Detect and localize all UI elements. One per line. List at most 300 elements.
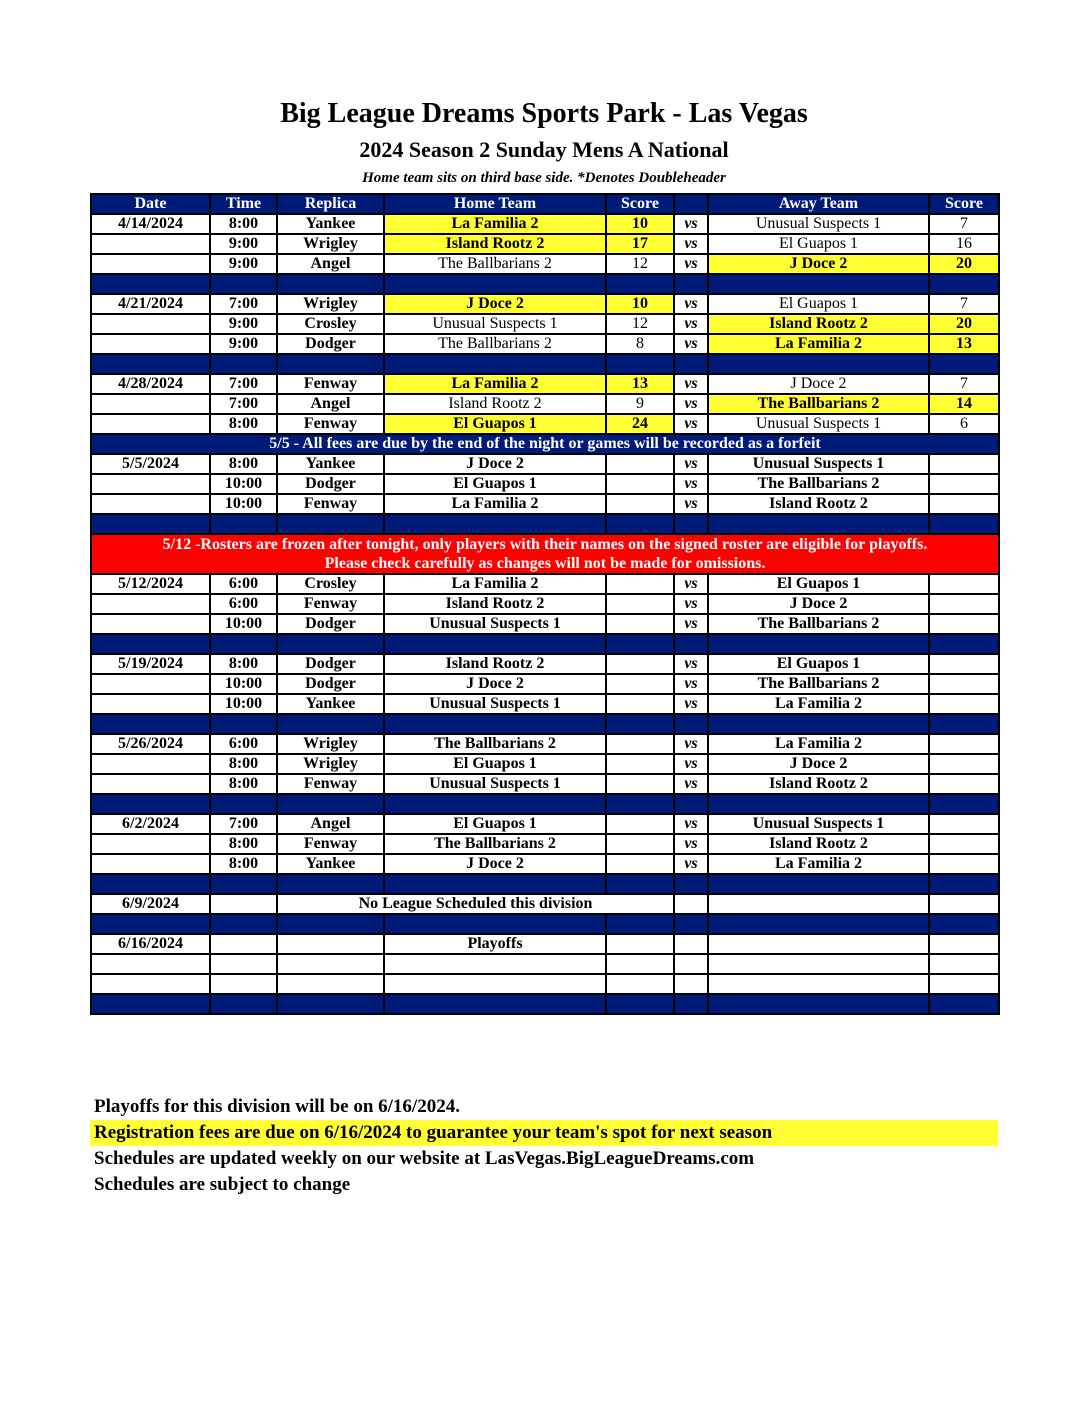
- vs-cell: [674, 894, 708, 914]
- empty-cell: [674, 974, 708, 994]
- separator-cell: [91, 514, 210, 534]
- vs-cell: vs: [674, 614, 708, 634]
- empty-cell: [708, 954, 929, 974]
- home-team-cell: The Ballbarians 2: [384, 734, 606, 754]
- separator-cell: [91, 874, 210, 894]
- date-cell: 5/5/2024: [91, 454, 210, 474]
- field-cell: Fenway: [277, 774, 384, 794]
- time-cell: 9:00: [210, 234, 277, 254]
- time-cell: 8:00: [210, 214, 277, 234]
- empty-cell: [210, 974, 277, 994]
- away-score-cell: [929, 614, 999, 634]
- home-team-cell: J Doce 2: [384, 294, 606, 314]
- home-score-cell: [606, 734, 674, 754]
- away-score-cell: [929, 454, 999, 474]
- away-score-cell: [929, 774, 999, 794]
- away-team-cell: J Doce 2: [708, 254, 929, 274]
- field-cell: Crosley: [277, 314, 384, 334]
- vs-cell: vs: [674, 234, 708, 254]
- separator-cell: [384, 914, 606, 934]
- vs-cell: vs: [674, 454, 708, 474]
- table-row: [91, 414, 999, 434]
- time-cell: 6:00: [210, 594, 277, 614]
- away-score-cell: [929, 574, 999, 594]
- vs-cell: vs: [674, 834, 708, 854]
- time-cell: 9:00: [210, 254, 277, 274]
- change-note: Schedules are subject to change: [94, 1174, 351, 1195]
- empty-cell: [277, 954, 384, 974]
- vs-cell: vs: [674, 294, 708, 314]
- fees-banner-row: [91, 434, 999, 454]
- away-score-cell: [929, 734, 999, 754]
- time-cell: 9:00: [210, 314, 277, 334]
- home-team-cell: La Familia 2: [384, 494, 606, 514]
- home-team-cell: El Guapos 1: [384, 474, 606, 494]
- separator-row: [91, 994, 999, 1014]
- field-cell: Fenway: [277, 494, 384, 514]
- separator-row: [91, 714, 999, 734]
- home-score-cell: 9: [606, 394, 674, 414]
- separator-cell: [606, 794, 674, 814]
- field-cell: Angel: [277, 254, 384, 274]
- date-cell: [91, 674, 210, 694]
- separator-cell: [277, 794, 384, 814]
- table-row: [91, 694, 999, 714]
- separator-cell: [91, 354, 210, 374]
- separator-cell: [277, 714, 384, 734]
- vs-cell: vs: [674, 574, 708, 594]
- away-score-cell: 16: [929, 234, 999, 254]
- away-score-cell: [929, 894, 999, 914]
- column-header: Home Team: [384, 194, 606, 214]
- table-row: [91, 594, 999, 614]
- away-score-cell: [929, 754, 999, 774]
- home-score-cell: 17: [606, 234, 674, 254]
- field-cell: Fenway: [277, 374, 384, 394]
- field-cell: Wrigley: [277, 734, 384, 754]
- table-row: [91, 734, 999, 754]
- separator-cell: [708, 914, 929, 934]
- date-cell: 4/21/2024: [91, 294, 210, 314]
- time-cell: 10:00: [210, 614, 277, 634]
- home-score-cell: [606, 474, 674, 494]
- separator-cell: [384, 994, 606, 1014]
- separator-cell: [277, 274, 384, 294]
- home-team-note: Home team sits on third base side. *Denotes Doubleheader: [362, 170, 726, 186]
- away-team-cell: [708, 894, 929, 914]
- vs-cell: vs: [674, 374, 708, 394]
- time-cell: 10:00: [210, 674, 277, 694]
- column-header: [674, 194, 708, 214]
- home-score-cell: [606, 814, 674, 834]
- table-row: [91, 374, 999, 394]
- empty-cell: [91, 974, 210, 994]
- separator-cell: [606, 634, 674, 654]
- separator-cell: [929, 714, 999, 734]
- empty-row: [91, 974, 999, 994]
- date-cell: [91, 394, 210, 414]
- vs-cell: vs: [674, 674, 708, 694]
- away-team-cell: Island Rootz 2: [708, 314, 929, 334]
- away-team-cell: J Doce 2: [708, 374, 929, 394]
- vs-cell: vs: [674, 314, 708, 334]
- roster-alert-row: [91, 534, 999, 574]
- separator-cell: [384, 514, 606, 534]
- home-team-cell: Island Rootz 2: [384, 234, 606, 254]
- time-cell: 9:00: [210, 334, 277, 354]
- vs-cell: vs: [674, 594, 708, 614]
- home-score-cell: [606, 574, 674, 594]
- home-team-cell: La Familia 2: [384, 574, 606, 594]
- home-team-cell: El Guapos 1: [384, 814, 606, 834]
- away-score-cell: 7: [929, 374, 999, 394]
- time-cell: 6:00: [210, 574, 277, 594]
- separator-cell: [708, 274, 929, 294]
- separator-cell: [708, 354, 929, 374]
- registration-note: Registration fees are due on 6/16/2024 to guarantee your team's spot for next season: [90, 1120, 998, 1146]
- date-cell: [91, 494, 210, 514]
- separator-cell: [674, 354, 708, 374]
- date-cell: [91, 414, 210, 434]
- away-score-cell: [929, 834, 999, 854]
- field-cell: Dodger: [277, 474, 384, 494]
- separator-cell: [606, 514, 674, 534]
- website-note: Schedules are updated weekly on our website at LasVegas.BigLeagueDreams.com: [94, 1148, 755, 1169]
- vs-cell: vs: [674, 654, 708, 674]
- home-team-cell: J Doce 2: [384, 674, 606, 694]
- separator-cell: [210, 354, 277, 374]
- empty-cell: [708, 974, 929, 994]
- separator-cell: [384, 714, 606, 734]
- table-row: [91, 674, 999, 694]
- vs-cell: vs: [674, 754, 708, 774]
- playoffs-cell: Playoffs: [384, 934, 606, 954]
- separator-cell: [708, 874, 929, 894]
- separator-row: [91, 514, 999, 534]
- separator-cell: [210, 874, 277, 894]
- field-cell: Angel: [277, 394, 384, 414]
- separator-cell: [210, 274, 277, 294]
- home-team-cell: J Doce 2: [384, 854, 606, 874]
- home-score-cell: [606, 934, 674, 954]
- vs-cell: vs: [674, 774, 708, 794]
- home-score-cell: [606, 654, 674, 674]
- away-score-cell: [929, 814, 999, 834]
- vs-cell: vs: [674, 414, 708, 434]
- separator-cell: [929, 994, 999, 1014]
- away-score-cell: 13: [929, 334, 999, 354]
- home-team-cell: The Ballbarians 2: [384, 834, 606, 854]
- separator-cell: [210, 514, 277, 534]
- page-title: Big League Dreams Sports Park - Las Vegas: [280, 98, 808, 129]
- separator-cell: [277, 914, 384, 934]
- separator-cell: [929, 794, 999, 814]
- away-score-cell: 7: [929, 294, 999, 314]
- separator-cell: [277, 354, 384, 374]
- table-row: [91, 474, 999, 494]
- away-team-cell: El Guapos 1: [708, 654, 929, 674]
- time-cell: 7:00: [210, 374, 277, 394]
- separator-cell: [384, 794, 606, 814]
- playoffs-note: Playoffs for this division will be on 6/16/2024.: [94, 1096, 460, 1117]
- column-header: Date: [91, 194, 210, 214]
- table-row: [91, 614, 999, 634]
- away-team-cell: La Familia 2: [708, 694, 929, 714]
- date-cell: [91, 254, 210, 274]
- table-row: [91, 454, 999, 474]
- empty-cell: [929, 974, 999, 994]
- separator-cell: [674, 634, 708, 654]
- away-score-cell: [929, 934, 999, 954]
- home-team-cell: Island Rootz 2: [384, 654, 606, 674]
- home-score-cell: 13: [606, 374, 674, 394]
- table-row: [91, 394, 999, 414]
- field-cell: Wrigley: [277, 754, 384, 774]
- time-cell: 8:00: [210, 854, 277, 874]
- table-row: [91, 214, 999, 234]
- table-row: [91, 314, 999, 334]
- vs-cell: vs: [674, 494, 708, 514]
- table-row: [91, 654, 999, 674]
- date-cell: 6/9/2024: [91, 894, 210, 914]
- date-cell: [91, 694, 210, 714]
- table-row: [91, 574, 999, 594]
- home-score-cell: 10: [606, 294, 674, 314]
- time-cell: [210, 894, 277, 914]
- home-team-cell: El Guapos 1: [384, 414, 606, 434]
- away-team-cell: Unusual Suspects 1: [708, 414, 929, 434]
- away-team-cell: J Doce 2: [708, 594, 929, 614]
- separator-cell: [674, 274, 708, 294]
- separator-cell: [674, 994, 708, 1014]
- vs-cell: vs: [674, 694, 708, 714]
- away-score-cell: 20: [929, 314, 999, 334]
- away-score-cell: 14: [929, 394, 999, 414]
- away-score-cell: [929, 694, 999, 714]
- separator-cell: [708, 994, 929, 1014]
- empty-cell: [606, 954, 674, 974]
- table-row: [91, 334, 999, 354]
- time-cell: 8:00: [210, 834, 277, 854]
- date-cell: [91, 774, 210, 794]
- column-header: Away Team: [708, 194, 929, 214]
- field-cell: Yankee: [277, 454, 384, 474]
- home-score-cell: [606, 674, 674, 694]
- separator-cell: [674, 794, 708, 814]
- home-team-cell: J Doce 2: [384, 454, 606, 474]
- roster-alert: [91, 534, 999, 574]
- home-team-cell: The Ballbarians 2: [384, 254, 606, 274]
- separator-cell: [277, 874, 384, 894]
- separator-cell: [674, 914, 708, 934]
- away-score-cell: 6: [929, 414, 999, 434]
- fees-banner: 5/5 - All fees are due by the end of the night or games will be recorded as a forfeit: [91, 434, 999, 454]
- away-team-cell: El Guapos 1: [708, 574, 929, 594]
- date-cell: 5/26/2024: [91, 734, 210, 754]
- date-cell: 6/16/2024: [91, 934, 210, 954]
- separator-cell: [91, 794, 210, 814]
- date-cell: [91, 314, 210, 334]
- separator-row: [91, 354, 999, 374]
- schedule-table: [90, 193, 1000, 1015]
- home-score-cell: 12: [606, 254, 674, 274]
- separator-cell: [674, 874, 708, 894]
- separator-cell: [708, 634, 929, 654]
- date-cell: [91, 834, 210, 854]
- table-row: [91, 294, 999, 314]
- separator-row: [91, 874, 999, 894]
- separator-row: [91, 914, 999, 934]
- separator-cell: [606, 994, 674, 1014]
- home-score-cell: [606, 834, 674, 854]
- away-score-cell: [929, 494, 999, 514]
- time-cell: [210, 934, 277, 954]
- date-cell: [91, 614, 210, 634]
- vs-cell: vs: [674, 394, 708, 414]
- away-team-cell: J Doce 2: [708, 754, 929, 774]
- time-cell: 7:00: [210, 294, 277, 314]
- separator-cell: [210, 794, 277, 814]
- separator-cell: [929, 274, 999, 294]
- column-header: Replica: [277, 194, 384, 214]
- away-team-cell: La Familia 2: [708, 334, 929, 354]
- field-cell: Yankee: [277, 214, 384, 234]
- date-cell: 5/19/2024: [91, 654, 210, 674]
- field-cell: Fenway: [277, 834, 384, 854]
- column-header: Time: [210, 194, 277, 214]
- home-score-cell: [606, 774, 674, 794]
- separator-cell: [384, 634, 606, 654]
- field-cell: Crosley: [277, 574, 384, 594]
- home-team-cell: El Guapos 1: [384, 754, 606, 774]
- date-cell: [91, 754, 210, 774]
- time-cell: 8:00: [210, 774, 277, 794]
- field-cell: [277, 934, 384, 954]
- away-score-cell: [929, 654, 999, 674]
- time-cell: 7:00: [210, 814, 277, 834]
- empty-cell: [606, 974, 674, 994]
- vs-cell: vs: [674, 214, 708, 234]
- away-score-cell: 7: [929, 214, 999, 234]
- date-cell: 6/2/2024: [91, 814, 210, 834]
- vs-cell: vs: [674, 474, 708, 494]
- field-cell: Angel: [277, 814, 384, 834]
- home-score-cell: 24: [606, 414, 674, 434]
- table-row: [91, 234, 999, 254]
- separator-row: [91, 634, 999, 654]
- away-score-cell: [929, 854, 999, 874]
- field-cell: Dodger: [277, 654, 384, 674]
- separator-cell: [708, 514, 929, 534]
- separator-cell: [674, 714, 708, 734]
- away-score-cell: [929, 674, 999, 694]
- away-team-cell: The Ballbarians 2: [708, 674, 929, 694]
- separator-cell: [384, 874, 606, 894]
- separator-cell: [606, 914, 674, 934]
- separator-row: [91, 274, 999, 294]
- table-row: [91, 814, 999, 834]
- table-row: [91, 894, 999, 914]
- date-cell: 4/14/2024: [91, 214, 210, 234]
- field-cell: Dodger: [277, 334, 384, 354]
- separator-cell: [606, 354, 674, 374]
- roster-alert-line2: Please check carefully as changes will not be made for omissions.: [324, 555, 766, 572]
- table-row: [91, 754, 999, 774]
- time-cell: 10:00: [210, 494, 277, 514]
- empty-cell: [384, 974, 606, 994]
- away-team-cell: El Guapos 1: [708, 294, 929, 314]
- away-team-cell: El Guapos 1: [708, 234, 929, 254]
- field-cell: Dodger: [277, 674, 384, 694]
- home-team-cell: La Familia 2: [384, 374, 606, 394]
- separator-cell: [708, 714, 929, 734]
- time-cell: 7:00: [210, 394, 277, 414]
- separator-cell: [606, 714, 674, 734]
- away-team-cell: Island Rootz 2: [708, 774, 929, 794]
- separator-cell: [277, 634, 384, 654]
- empty-cell: [91, 954, 210, 974]
- home-score-cell: [606, 854, 674, 874]
- empty-cell: [384, 954, 606, 974]
- away-team-cell: Unusual Suspects 1: [708, 454, 929, 474]
- roster-alert-line1: 5/12 -Rosters are frozen after tonight, only players with their names on the signed roster are eligible for playoffs.: [162, 536, 928, 553]
- home-team-cell: Unusual Suspects 1: [384, 314, 606, 334]
- field-cell: Fenway: [277, 594, 384, 614]
- table-row: [91, 774, 999, 794]
- away-team-cell: [708, 934, 929, 954]
- time-cell: 8:00: [210, 754, 277, 774]
- column-header: Score: [606, 194, 674, 214]
- separator-cell: [210, 994, 277, 1014]
- no-league-cell: No League Scheduled this division: [277, 894, 674, 914]
- separator-cell: [606, 874, 674, 894]
- away-score-cell: [929, 594, 999, 614]
- date-cell: [91, 854, 210, 874]
- field-cell: Yankee: [277, 854, 384, 874]
- home-score-cell: 12: [606, 314, 674, 334]
- vs-cell: vs: [674, 854, 708, 874]
- empty-cell: [277, 974, 384, 994]
- away-team-cell: The Ballbarians 2: [708, 614, 929, 634]
- separator-cell: [91, 994, 210, 1014]
- date-cell: [91, 234, 210, 254]
- separator-cell: [91, 914, 210, 934]
- home-team-cell: Unusual Suspects 1: [384, 694, 606, 714]
- separator-row: [91, 794, 999, 814]
- home-score-cell: [606, 594, 674, 614]
- separator-cell: [91, 274, 210, 294]
- separator-cell: [708, 794, 929, 814]
- home-score-cell: [606, 454, 674, 474]
- empty-row: [91, 954, 999, 974]
- home-team-cell: La Familia 2: [384, 214, 606, 234]
- time-cell: 6:00: [210, 734, 277, 754]
- date-cell: 4/28/2024: [91, 374, 210, 394]
- empty-cell: [674, 954, 708, 974]
- table-row: [91, 254, 999, 274]
- vs-cell: vs: [674, 254, 708, 274]
- table-row: [91, 494, 999, 514]
- home-team-cell: Unusual Suspects 1: [384, 774, 606, 794]
- home-team-cell: Island Rootz 2: [384, 394, 606, 414]
- home-score-cell: [606, 614, 674, 634]
- date-cell: [91, 474, 210, 494]
- vs-cell: vs: [674, 334, 708, 354]
- separator-cell: [929, 514, 999, 534]
- separator-cell: [210, 634, 277, 654]
- separator-cell: [606, 274, 674, 294]
- empty-cell: [210, 954, 277, 974]
